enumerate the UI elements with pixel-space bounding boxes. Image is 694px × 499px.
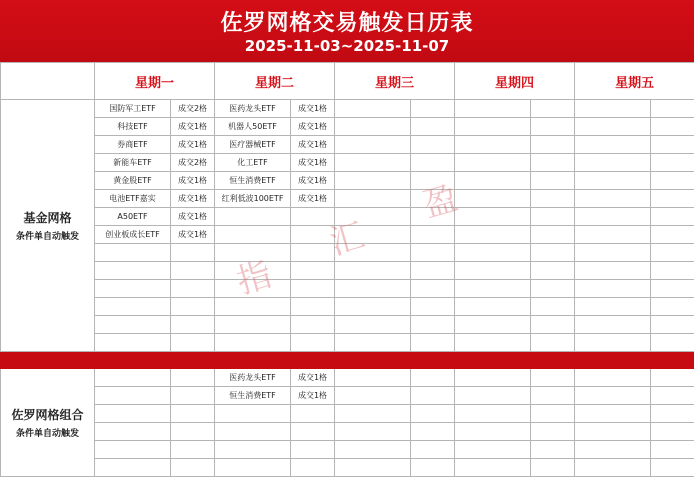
- fund-name-cell: [335, 136, 411, 154]
- deal-cell: [531, 190, 575, 208]
- deal-cell: [651, 208, 694, 226]
- deal-cell: [171, 280, 215, 298]
- deal-cell: [291, 280, 335, 298]
- fund-name-cell: 恒生消费ETF: [215, 387, 291, 405]
- deal-cell: [291, 298, 335, 316]
- fund-name-cell: 红利低波100ETF: [215, 190, 291, 208]
- fund-name-cell: [575, 334, 651, 352]
- deal-cell: [171, 369, 215, 387]
- deal-cell: [411, 118, 455, 136]
- fund-name-cell: 医疗器械ETF: [215, 136, 291, 154]
- fund-name-cell: [575, 226, 651, 244]
- deal-cell: [531, 172, 575, 190]
- fund-name-cell: [335, 459, 411, 477]
- table-row: [1, 298, 694, 316]
- deal-cell: 成交1格: [171, 226, 215, 244]
- table-row: [1, 459, 694, 477]
- deal-cell: 成交1格: [171, 172, 215, 190]
- fund-name-cell: [455, 226, 531, 244]
- deal-cell: [411, 298, 455, 316]
- section-title: 基金网格: [23, 211, 72, 225]
- deal-cell: [171, 387, 215, 405]
- weekday-header: 星期一: [95, 63, 215, 100]
- fund-name-cell: [215, 298, 291, 316]
- deal-cell: 成交1格: [291, 190, 335, 208]
- fund-name-cell: [335, 100, 411, 118]
- table-row: [1, 118, 694, 136]
- deal-cell: [531, 154, 575, 172]
- deal-cell: [531, 100, 575, 118]
- fund-name-cell: 电池ETF嘉实: [95, 190, 171, 208]
- section-subtitle: 条件单自动触发: [15, 232, 79, 242]
- section-label: [1, 369, 95, 477]
- fund-name-cell: [575, 262, 651, 280]
- calendar-table: [0, 62, 694, 477]
- deal-cell: [651, 190, 694, 208]
- deal-cell: [411, 244, 455, 262]
- fund-name-cell: [215, 459, 291, 477]
- fund-name-cell: [95, 423, 171, 441]
- deal-cell: [171, 262, 215, 280]
- fund-name-cell: [455, 190, 531, 208]
- fund-name-cell: [455, 369, 531, 387]
- fund-name-cell: [95, 441, 171, 459]
- watermark-char: 指: [232, 254, 277, 303]
- table-row: [1, 100, 694, 118]
- deal-cell: [531, 441, 575, 459]
- deal-cell: [531, 405, 575, 423]
- fund-name-cell: [335, 298, 411, 316]
- deal-cell: [411, 441, 455, 459]
- deal-cell: [291, 423, 335, 441]
- deal-cell: [651, 100, 694, 118]
- weekday-header-row: [1, 63, 694, 100]
- fund-name-cell: [335, 262, 411, 280]
- fund-name-cell: [95, 244, 171, 262]
- table-row: [1, 280, 694, 298]
- fund-name-cell: [455, 441, 531, 459]
- deal-cell: [411, 334, 455, 352]
- deal-cell: [411, 405, 455, 423]
- deal-cell: 成交2格: [171, 154, 215, 172]
- table-row: [1, 136, 694, 154]
- fund-name-cell: 医药龙头ETF: [215, 100, 291, 118]
- deal-cell: [531, 387, 575, 405]
- deal-cell: [291, 334, 335, 352]
- deal-cell: [291, 262, 335, 280]
- deal-cell: [651, 423, 694, 441]
- fund-name-cell: [455, 118, 531, 136]
- deal-cell: [531, 316, 575, 334]
- deal-cell: [411, 280, 455, 298]
- fund-name-cell: [575, 280, 651, 298]
- deal-cell: [651, 136, 694, 154]
- fund-name-cell: [575, 118, 651, 136]
- deal-cell: 成交1格: [291, 369, 335, 387]
- deal-cell: [171, 244, 215, 262]
- fund-name-cell: [215, 208, 291, 226]
- deal-cell: [291, 208, 335, 226]
- deal-cell: [411, 208, 455, 226]
- fund-name-cell: [455, 208, 531, 226]
- table-row: [1, 190, 694, 208]
- deal-cell: [651, 298, 694, 316]
- fund-name-cell: [335, 154, 411, 172]
- fund-name-cell: [335, 118, 411, 136]
- fund-name-cell: [335, 387, 411, 405]
- fund-name-cell: 创业板成长ETF: [95, 226, 171, 244]
- fund-name-cell: [335, 190, 411, 208]
- deal-cell: 成交1格: [291, 172, 335, 190]
- fund-name-cell: [335, 172, 411, 190]
- fund-name-cell: 国防军工ETF: [95, 100, 171, 118]
- deal-cell: [291, 316, 335, 334]
- deal-cell: 成交1格: [171, 118, 215, 136]
- deal-cell: [411, 136, 455, 154]
- fund-name-cell: [575, 172, 651, 190]
- deal-cell: 成交1格: [291, 136, 335, 154]
- deal-cell: [411, 459, 455, 477]
- table-row: [1, 172, 694, 190]
- watermark-char: 盈: [418, 178, 463, 227]
- fund-name-cell: [575, 459, 651, 477]
- deal-cell: [531, 208, 575, 226]
- deal-cell: [651, 226, 694, 244]
- table-row: [1, 316, 694, 334]
- fund-name-cell: [575, 423, 651, 441]
- deal-cell: 成交1格: [291, 100, 335, 118]
- section-subtitle: 条件单自动触发: [15, 429, 79, 439]
- deal-cell: [171, 459, 215, 477]
- fund-name-cell: [455, 172, 531, 190]
- fund-name-cell: [575, 100, 651, 118]
- table-row: [1, 208, 694, 226]
- deal-cell: [171, 405, 215, 423]
- fund-name-cell: [575, 405, 651, 423]
- deal-cell: [531, 226, 575, 244]
- fund-name-cell: [575, 208, 651, 226]
- fund-name-cell: 新能车ETF: [95, 154, 171, 172]
- fund-name-cell: [455, 298, 531, 316]
- deal-cell: [171, 441, 215, 459]
- weekday-header: 星期五: [575, 63, 694, 100]
- fund-name-cell: [575, 154, 651, 172]
- deal-cell: [411, 172, 455, 190]
- deal-cell: [651, 118, 694, 136]
- deal-cell: [651, 316, 694, 334]
- deal-cell: [171, 423, 215, 441]
- deal-cell: [531, 459, 575, 477]
- deal-cell: [171, 334, 215, 352]
- weekday-header: 星期三: [335, 63, 455, 100]
- table-row: [1, 262, 694, 280]
- deal-cell: 成交1格: [291, 118, 335, 136]
- fund-name-cell: [335, 316, 411, 334]
- fund-name-cell: [95, 298, 171, 316]
- deal-cell: [291, 459, 335, 477]
- fund-name-cell: [95, 405, 171, 423]
- deal-cell: [651, 244, 694, 262]
- fund-name-cell: [335, 244, 411, 262]
- fund-name-cell: [455, 154, 531, 172]
- deal-cell: [291, 441, 335, 459]
- fund-name-cell: [215, 316, 291, 334]
- deal-cell: [531, 280, 575, 298]
- fund-name-cell: [215, 441, 291, 459]
- fund-name-cell: [335, 441, 411, 459]
- table-row: [1, 154, 694, 172]
- fund-name-cell: 科技ETF: [95, 118, 171, 136]
- fund-name-cell: [455, 244, 531, 262]
- deal-cell: [531, 298, 575, 316]
- fund-name-cell: [95, 369, 171, 387]
- fund-name-cell: [575, 441, 651, 459]
- deal-cell: [291, 226, 335, 244]
- deal-cell: [531, 262, 575, 280]
- deal-cell: [651, 334, 694, 352]
- fund-name-cell: A50ETF: [95, 208, 171, 226]
- deal-cell: 成交2格: [171, 100, 215, 118]
- table-row: [1, 244, 694, 262]
- fund-name-cell: [95, 280, 171, 298]
- fund-name-cell: [215, 334, 291, 352]
- section-divider: [1, 352, 694, 369]
- deal-cell: [531, 334, 575, 352]
- fund-name-cell: [335, 208, 411, 226]
- deal-cell: [411, 226, 455, 244]
- section-title: 佐罗网格组合: [11, 408, 84, 422]
- fund-name-cell: [455, 262, 531, 280]
- table-row: [1, 334, 694, 352]
- deal-cell: 成交1格: [171, 208, 215, 226]
- header-banner: [0, 0, 694, 62]
- deal-cell: [411, 423, 455, 441]
- deal-cell: [651, 369, 694, 387]
- deal-cell: [171, 298, 215, 316]
- deal-cell: [291, 405, 335, 423]
- fund-name-cell: [95, 316, 171, 334]
- fund-name-cell: 机器人50ETF: [215, 118, 291, 136]
- deal-cell: 成交1格: [291, 154, 335, 172]
- fund-name-cell: [95, 262, 171, 280]
- deal-cell: [651, 262, 694, 280]
- deal-cell: [651, 154, 694, 172]
- fund-name-cell: [95, 334, 171, 352]
- deal-cell: [651, 280, 694, 298]
- weekday-header: 星期四: [455, 63, 575, 100]
- corner-cell: [1, 63, 95, 100]
- fund-name-cell: [455, 387, 531, 405]
- deal-cell: [411, 369, 455, 387]
- fund-name-cell: [455, 334, 531, 352]
- fund-name-cell: [335, 405, 411, 423]
- section-label: [1, 100, 95, 352]
- fund-name-cell: [455, 280, 531, 298]
- fund-name-cell: [95, 459, 171, 477]
- fund-name-cell: [215, 244, 291, 262]
- table-row: [1, 423, 694, 441]
- fund-name-cell: 黄金股ETF: [95, 172, 171, 190]
- date-range: 2025-11-03~2025-11-07: [244, 37, 450, 55]
- deal-cell: [171, 316, 215, 334]
- fund-name-cell: 医药龙头ETF: [215, 369, 291, 387]
- fund-name-cell: [335, 334, 411, 352]
- fund-name-cell: [215, 405, 291, 423]
- deal-cell: [651, 387, 694, 405]
- deal-cell: [411, 387, 455, 405]
- fund-name-cell: [455, 405, 531, 423]
- table-row: [1, 226, 694, 244]
- fund-name-cell: [335, 226, 411, 244]
- deal-cell: [651, 172, 694, 190]
- fund-name-cell: [215, 423, 291, 441]
- deal-cell: [411, 100, 455, 118]
- divider-bar: [1, 352, 694, 369]
- fund-name-cell: [95, 387, 171, 405]
- fund-name-cell: [575, 298, 651, 316]
- fund-name-cell: [215, 226, 291, 244]
- deal-cell: [651, 441, 694, 459]
- deal-cell: [411, 190, 455, 208]
- fund-name-cell: [335, 280, 411, 298]
- table-row: [1, 369, 694, 387]
- fund-name-cell: [575, 316, 651, 334]
- deal-cell: [531, 244, 575, 262]
- deal-cell: [531, 369, 575, 387]
- fund-name-cell: [575, 190, 651, 208]
- fund-name-cell: [335, 423, 411, 441]
- deal-cell: 成交1格: [171, 190, 215, 208]
- fund-name-cell: [575, 136, 651, 154]
- fund-name-cell: [455, 423, 531, 441]
- table-row: [1, 405, 694, 423]
- fund-name-cell: [455, 100, 531, 118]
- fund-name-cell: 券商ETF: [95, 136, 171, 154]
- table-row: [1, 441, 694, 459]
- deal-cell: [531, 423, 575, 441]
- fund-name-cell: [455, 136, 531, 154]
- deal-cell: [651, 405, 694, 423]
- watermark-char: 汇: [325, 215, 370, 264]
- fund-name-cell: 恒生消费ETF: [215, 172, 291, 190]
- deal-cell: [651, 459, 694, 477]
- page-title: 佐罗网格交易触发日历表: [220, 11, 474, 36]
- fund-name-cell: [335, 369, 411, 387]
- deal-cell: [531, 136, 575, 154]
- fund-name-cell: [215, 262, 291, 280]
- deal-cell: 成交1格: [171, 136, 215, 154]
- fund-name-cell: [575, 387, 651, 405]
- fund-name-cell: [455, 459, 531, 477]
- deal-cell: [531, 118, 575, 136]
- fund-name-cell: [215, 280, 291, 298]
- deal-cell: 成交1格: [291, 387, 335, 405]
- deal-cell: [291, 244, 335, 262]
- fund-name-cell: [575, 369, 651, 387]
- deal-cell: [411, 316, 455, 334]
- deal-cell: [411, 262, 455, 280]
- weekday-header: 星期二: [215, 63, 335, 100]
- fund-name-cell: 化工ETF: [215, 154, 291, 172]
- table-row: [1, 387, 694, 405]
- deal-cell: [411, 154, 455, 172]
- fund-name-cell: [455, 316, 531, 334]
- fund-name-cell: [575, 244, 651, 262]
